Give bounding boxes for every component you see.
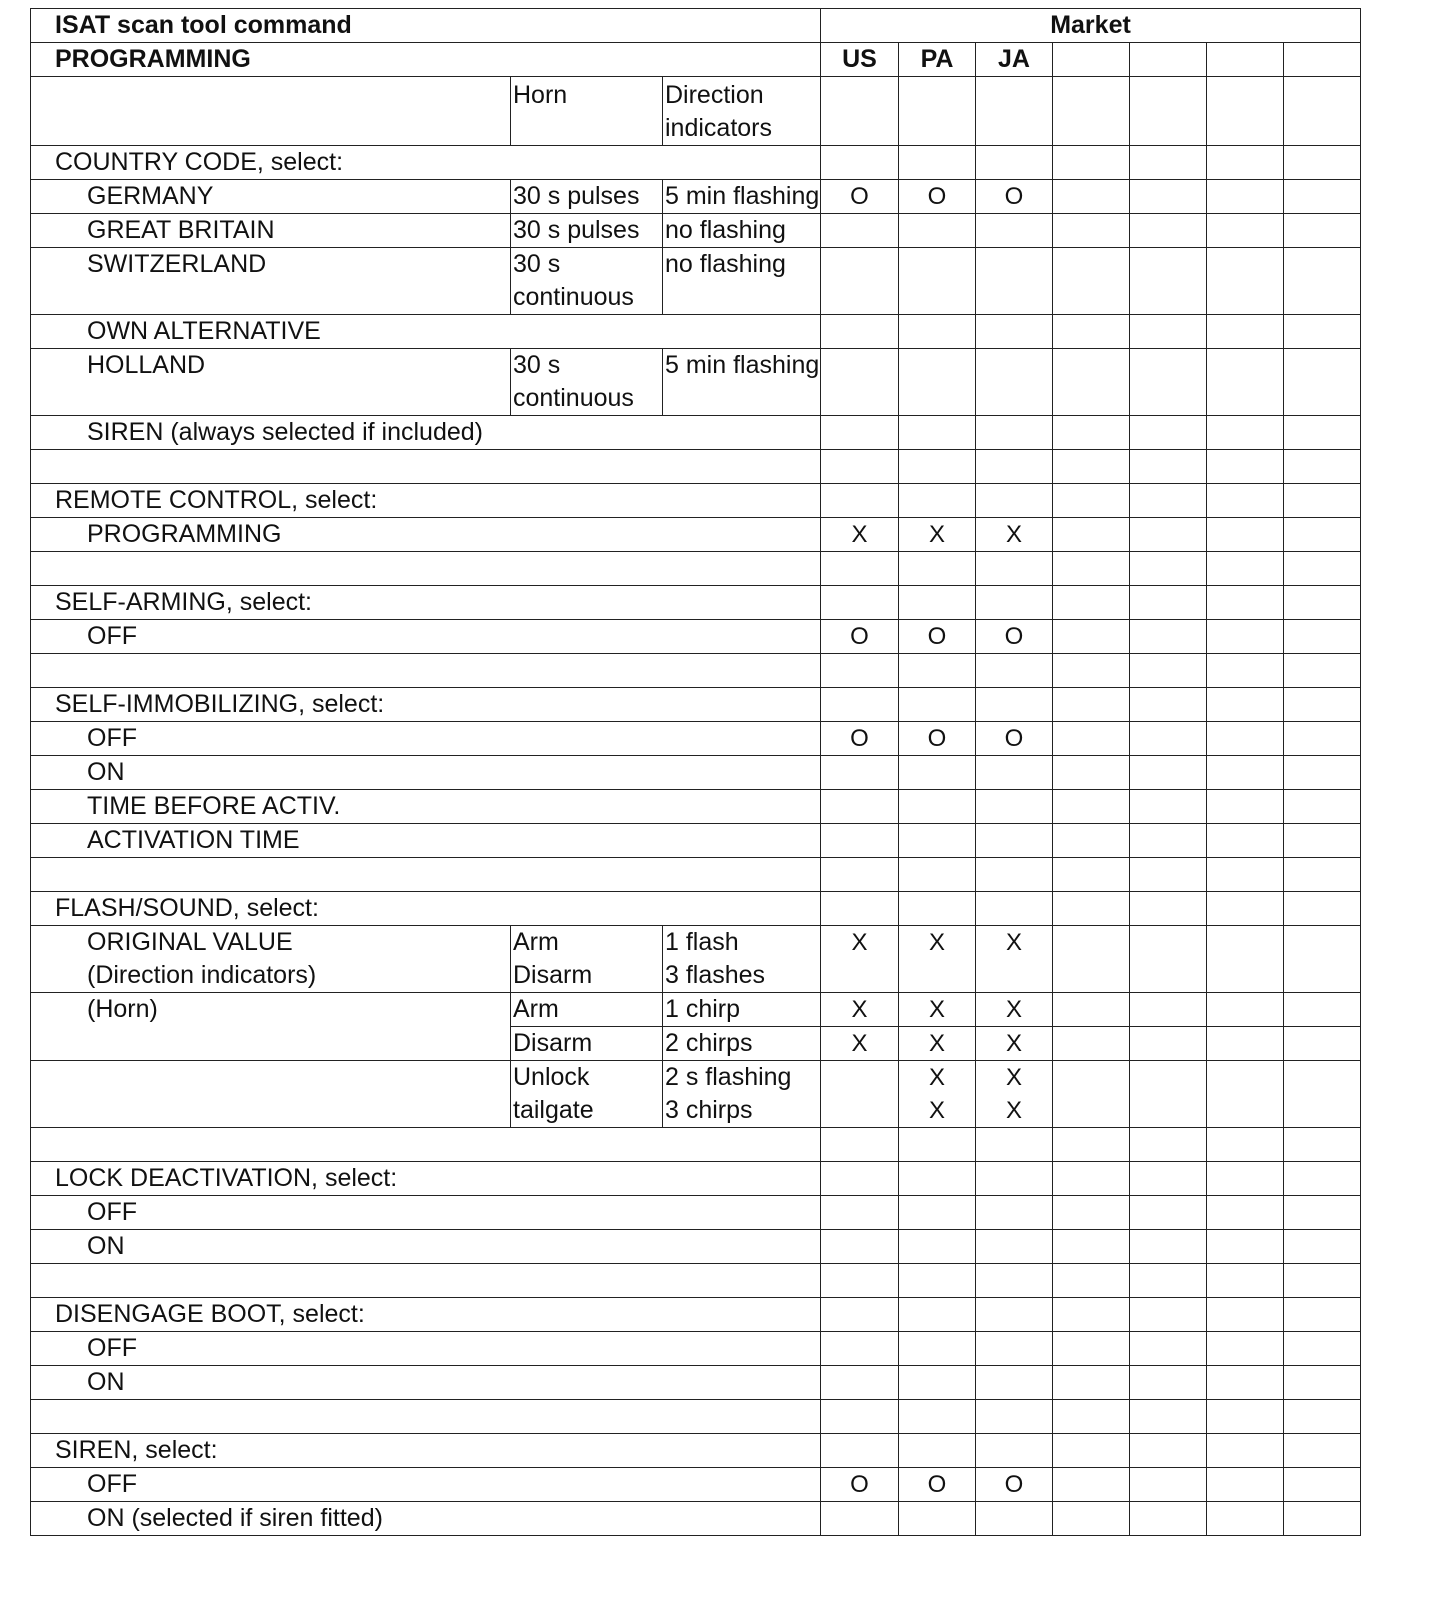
- table-row: [31, 315, 1361, 349]
- remote-ja: X: [976, 518, 1053, 552]
- self-arming-us: O: [821, 620, 899, 654]
- orig-arm: Arm: [511, 926, 663, 960]
- table-row: [31, 1196, 1361, 1230]
- siren-on: ON (selected if siren fitted): [31, 1502, 821, 1536]
- country-holland: HOLLAND: [31, 349, 511, 416]
- horn-2-chirps: 2 chirps: [663, 1027, 821, 1061]
- table-row: [31, 1366, 1361, 1400]
- orig-pa: X: [899, 926, 976, 960]
- horn-arm: Arm: [511, 993, 663, 1027]
- country-own-alternative: OWN ALTERNATIVE: [31, 315, 821, 349]
- tailgate-pa: X: [899, 1094, 976, 1128]
- tailgate-ja: X: [976, 1094, 1053, 1128]
- lock-deactivation-label: LOCK DEACTIVATION, select:: [31, 1162, 821, 1196]
- remote-us: X: [821, 518, 899, 552]
- disengage-boot-label: DISENGAGE BOOT, select:: [31, 1298, 821, 1332]
- country-siren: SIREN (always selected if included): [31, 416, 821, 450]
- table-row: [31, 1502, 1361, 1536]
- programming-table: [30, 8, 1361, 1536]
- disarm-us: X: [821, 1027, 899, 1061]
- table-row: [31, 484, 1361, 518]
- self-immobilizing-label: SELF-IMMOBILIZING, select:: [31, 688, 821, 722]
- orig-ja: X: [976, 926, 1053, 960]
- table-row: [31, 180, 1361, 214]
- tailgate-3-chirps: 3 chirps: [663, 1094, 821, 1128]
- direction-indicators: (Direction indicators): [31, 959, 511, 993]
- country-germany: GERMANY: [31, 180, 511, 214]
- germany-pa: O: [899, 180, 976, 214]
- subheader-row: [31, 43, 1361, 77]
- self-immobilizing-off: OFF: [31, 722, 821, 756]
- dir-3-flashes: 3 flashes: [663, 959, 821, 993]
- dir-disarm: Disarm: [511, 959, 663, 993]
- orig-us: X: [821, 926, 899, 960]
- disarm-ja: X: [976, 1027, 1053, 1061]
- lock-deactivation-off: OFF: [31, 1196, 821, 1230]
- siren-ja: O: [976, 1468, 1053, 1502]
- table-row: [31, 146, 1361, 180]
- table-row: [31, 518, 1361, 552]
- disengage-boot-off: OFF: [31, 1332, 821, 1366]
- ch-direction: no flashing: [663, 248, 821, 315]
- direction-column-head: Direction indicators: [663, 77, 821, 146]
- table-row: [31, 1027, 1361, 1061]
- unlock-ja: X: [976, 1061, 1053, 1095]
- original-value: ORIGINAL VALUE: [31, 926, 511, 960]
- germany-ja: O: [976, 180, 1053, 214]
- table-subtitle: PROGRAMMING: [31, 43, 821, 77]
- table-row: [31, 620, 1361, 654]
- unlock-label: Unlock: [511, 1061, 663, 1095]
- table-row: [31, 1434, 1361, 1468]
- country-great-britain: GREAT BRITAIN: [31, 214, 511, 248]
- country-code-label: COUNTRY CODE, select:: [31, 146, 821, 180]
- nl-horn: 30 s continuous: [511, 349, 663, 416]
- orig-1-flash: 1 flash: [663, 926, 821, 960]
- gb-horn: 30 s pulses: [511, 214, 663, 248]
- table-row: [31, 722, 1361, 756]
- table-row: [31, 1468, 1361, 1502]
- column-head-row: [31, 77, 1361, 146]
- table-row: [31, 1094, 1361, 1128]
- self-immo-pa: O: [899, 722, 976, 756]
- table-row: [31, 892, 1361, 926]
- activation-time: ACTIVATION TIME: [31, 824, 821, 858]
- table-row: [31, 688, 1361, 722]
- horn-1-chirp: 1 chirp: [663, 993, 821, 1027]
- country-switzerland: SWITZERLAND: [31, 248, 511, 315]
- unlock-2s-flashing: 2 s flashing: [663, 1061, 821, 1095]
- nl-direction: 5 min flashing: [663, 349, 821, 416]
- table-row: [31, 756, 1361, 790]
- table-row: [31, 1162, 1361, 1196]
- remote-programming: PROGRAMMING: [31, 518, 821, 552]
- table-row: [31, 586, 1361, 620]
- header-row: [31, 9, 1361, 43]
- unlock-pa: X: [899, 1061, 976, 1095]
- self-immo-ja: O: [976, 722, 1053, 756]
- self-immobilizing-on: ON: [31, 756, 821, 790]
- table-row: [31, 790, 1361, 824]
- market-us: US: [821, 43, 899, 77]
- siren-pa: O: [899, 1468, 976, 1502]
- table-row: [31, 959, 1361, 993]
- table-row: [31, 1061, 1361, 1095]
- siren-label: SIREN, select:: [31, 1434, 821, 1468]
- disengage-boot-on: ON: [31, 1366, 821, 1400]
- table-row: [31, 416, 1361, 450]
- siren-us: O: [821, 1468, 899, 1502]
- horn-pa: X: [899, 993, 976, 1027]
- flash-sound-label: FLASH/SOUND, select:: [31, 892, 821, 926]
- table-row: [31, 993, 1361, 1027]
- self-arming-label: SELF-ARMING, select:: [31, 586, 821, 620]
- table-row: [31, 214, 1361, 248]
- market-label: Market: [821, 9, 1361, 43]
- germany-us: O: [821, 180, 899, 214]
- table-row: [31, 248, 1361, 315]
- self-arming-off: OFF: [31, 620, 821, 654]
- disarm-pa: X: [899, 1027, 976, 1061]
- remote-pa: X: [899, 518, 976, 552]
- self-immo-us: O: [821, 722, 899, 756]
- germany-direction: 5 min flashing: [663, 180, 821, 214]
- market-pa: PA: [899, 43, 976, 77]
- siren-off: OFF: [31, 1468, 821, 1502]
- table-row: [31, 1332, 1361, 1366]
- horn-ja: X: [976, 993, 1053, 1027]
- time-before-activ: TIME BEFORE ACTIV.: [31, 790, 821, 824]
- horn-column-head: Horn: [511, 77, 663, 146]
- table-row: [31, 1230, 1361, 1264]
- remote-control-label: REMOTE CONTROL, select:: [31, 484, 821, 518]
- horn-us: X: [821, 993, 899, 1027]
- market-ja: JA: [976, 43, 1053, 77]
- table-row: [31, 349, 1361, 416]
- horn-disarm: Disarm: [511, 1027, 663, 1061]
- table-row: [31, 824, 1361, 858]
- programming-table-sheet: [30, 8, 1361, 1536]
- table-row: [31, 1298, 1361, 1332]
- horn-label: (Horn): [31, 993, 511, 1027]
- germany-horn: 30 s pulses: [511, 180, 663, 214]
- self-arming-ja: O: [976, 620, 1053, 654]
- self-arming-pa: O: [899, 620, 976, 654]
- gb-direction: no flashing: [663, 214, 821, 248]
- ch-horn: 30 s continuous: [511, 248, 663, 315]
- lock-deactivation-on: ON: [31, 1230, 821, 1264]
- table-title: ISAT scan tool command: [31, 9, 821, 43]
- tailgate-label: tailgate: [511, 1094, 663, 1128]
- table-row: [31, 926, 1361, 960]
